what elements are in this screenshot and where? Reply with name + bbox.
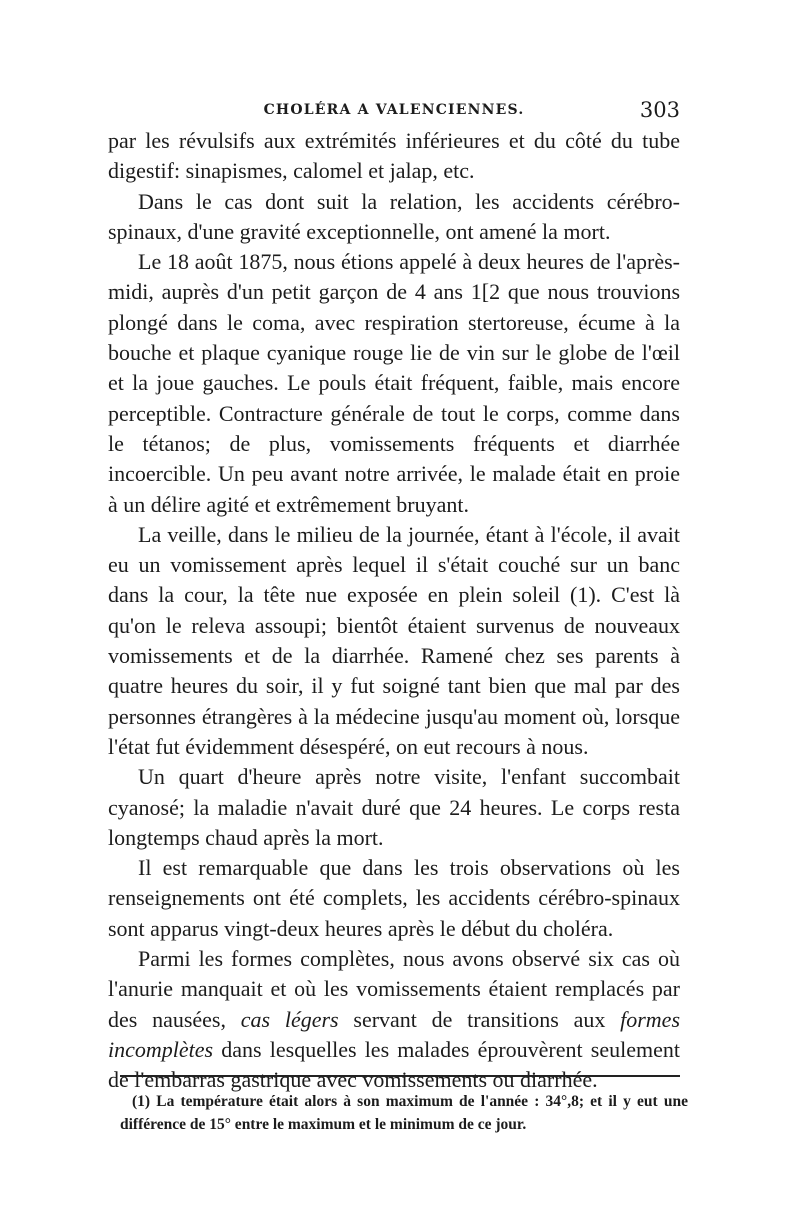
italic-formes-incompletes: formes incomplètes	[108, 1006, 681, 1062]
paragraph-continuation: par les révulsifs aux extrémités inférieures et du côté du tube digestif: sinapismes, calomel et jalap, etc.	[108, 128, 680, 184]
page-number: 303	[639, 98, 680, 122]
running-head	[108, 98, 680, 124]
paragraph-previous-day: La veille, dans le milieu de la journée, étant à l'école, il avait eu un vomissement après lequel il s'était couché sur un banc dans la cour, la tête nue exposée en plein soleil (1). C'est là qu'on le releva assoupi; bientôt étaient survenus de nouveaux vomissements et de la diarrhée. Ramené chez ses parents à quatre heures du soir, il y fut soigné tant bien que mal par des personnes étrangères à la médecine jusqu'au moment où, lorsque l'état fut évidemment désespéré, on eut recours à nous.	[108, 521, 680, 759]
paragraph-forms-part2: servant de transitions aux	[338, 1006, 621, 1032]
paragraph-forms-part3: dans lesquelles les malades éprouvèrent seulement de l'embarras gastrique avec vomissements ou diarrhée.	[108, 1036, 680, 1093]
footnote-divider	[120, 1075, 680, 1077]
paragraph-death: Un quart d'heure après notre visite, l'enfant succombait cyanosé; la maladie n'avait duré que 24 heures. Le corps resta longtemps chaud après la mort.	[108, 764, 680, 850]
paragraph-forms-part1: Parmi les formes complètes, nous avons observé six cas où l'anurie manquait et où les vomissements étaient remplacés par des nausées,	[108, 946, 680, 1032]
running-title: CHOLÉRA A VALENCIENNES.	[263, 102, 525, 118]
footnote: (1) La température était alors à son maximum de l'année : 34°,8; et il y eut une différence de 15° entre le maximum et le minimum de ce jour.	[120, 1093, 688, 1133]
body-text	[108, 126, 680, 1096]
italic-cas-legers: cas légers	[240, 1006, 339, 1032]
paragraph-case-intro: Dans le cas dont suit la relation, les accidents cérébro-spinaux, d'une gravité exceptionnelle, ont amené la mort.	[108, 188, 680, 244]
paragraph-remark: Il est remarquable que dans les trois observations où les renseignements ont été complets, les accidents cérébro-spinaux sont apparus vingt-deux heures après le début du choléra.	[108, 855, 680, 941]
paragraph-case-description: Le 18 août 1875, nous étions appelé à deux heures de l'après-midi, auprès d'un petit garçon de 4 ans 1[2 que nous trouvions plongé dans le coma, avec respiration stertoreuse, écume à la bouche et plaque cyanique rouge lie de vin sur le globe de l'œil et la joue gauches. Le pouls était fréquent, faible, mais encore perceptible. Contracture générale de tout le corps, comme dans le tétanos; de plus, vomissements fréquents et diarrhée incoercible. Un peu avant notre arrivée, le malade était en proie à un délire agité et extrêmement bruyant.	[108, 249, 680, 517]
paragraph-forms	[108, 944, 680, 1095]
